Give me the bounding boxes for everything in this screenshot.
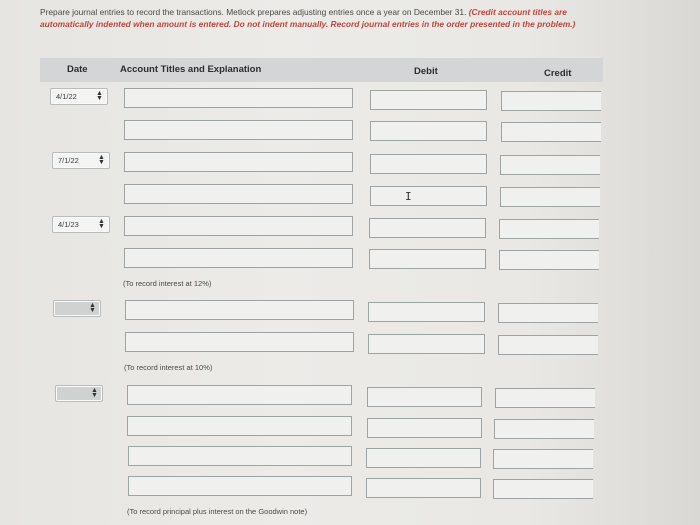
debit-field-3-1[interactable]: [369, 218, 486, 238]
instructions: [40, 7, 610, 30]
account-field-5-1[interactable]: [127, 385, 352, 405]
debit-field-2-1[interactable]: [370, 154, 487, 174]
credit-field-5-2[interactable]: [494, 419, 594, 439]
credit-field-1-2[interactable]: [501, 122, 601, 142]
updown-arrows-icon: ▲ ▼: [89, 302, 96, 314]
credit-field-2-2[interactable]: [500, 187, 600, 207]
credit-field-5-3[interactable]: [493, 449, 593, 469]
header-credit: Credit: [544, 68, 572, 79]
header-account-titles: Account Titles and Explanation: [120, 64, 262, 75]
date-select-value: 7/1/22: [58, 156, 79, 165]
account-field-2-2[interactable]: [124, 184, 353, 204]
instructions-text: Prepare journal entries to record the transactions. Metlock prepares adjusting entries once a year on December 31.: [40, 7, 469, 17]
credit-field-2-1[interactable]: [500, 155, 600, 175]
debit-field-2-2[interactable]: [370, 186, 487, 206]
text-cursor-icon: I: [405, 190, 412, 203]
date-select-3[interactable]: [52, 216, 110, 233]
account-field-5-3[interactable]: [128, 446, 352, 466]
credit-field-4-1[interactable]: [498, 303, 598, 323]
debit-field-5-3[interactable]: [366, 448, 481, 468]
updown-arrows-icon: ▲ ▼: [98, 218, 105, 230]
credit-field-1-1[interactable]: [501, 91, 601, 111]
debit-field-3-2[interactable]: [369, 249, 486, 269]
account-field-4-2[interactable]: [125, 332, 354, 352]
date-select-4[interactable]: [53, 300, 101, 317]
account-field-1-2[interactable]: [124, 120, 353, 140]
account-field-4-1[interactable]: [125, 300, 354, 320]
debit-field-5-2[interactable]: [367, 418, 482, 438]
debit-field-4-2[interactable]: [368, 334, 485, 354]
instructions-emphasis: (Credit account titles are automatically indented when amount is entered. Do not indent manually. Record journal entries in the order presented in the problem.): [40, 7, 576, 29]
account-field-5-4[interactable]: [128, 476, 352, 496]
account-field-1-1[interactable]: [124, 88, 353, 108]
credit-field-5-1[interactable]: [495, 388, 595, 408]
entry-note-2: (To record interest at 10%): [124, 363, 213, 372]
updown-arrows-icon: ▲ ▼: [98, 154, 105, 166]
date-select-2[interactable]: [52, 152, 110, 169]
date-select-value: 4/1/22: [56, 92, 77, 101]
account-field-3-1[interactable]: [124, 216, 353, 236]
credit-field-3-2[interactable]: [499, 250, 599, 270]
credit-field-3-1[interactable]: [499, 219, 599, 239]
date-select-value: 4/1/23: [58, 220, 79, 229]
entry-note-3: (To record principal plus interest on the Goodwin note): [127, 507, 308, 516]
account-field-5-2[interactable]: [127, 416, 352, 436]
date-select-5[interactable]: [55, 385, 103, 402]
updown-arrows-icon: ▲ ▼: [96, 90, 103, 102]
header-date: Date: [67, 64, 88, 75]
debit-field-1-1[interactable]: [370, 90, 487, 110]
header-debit: Debit: [414, 66, 438, 77]
credit-field-5-4[interactable]: [493, 479, 593, 499]
account-field-2-1[interactable]: [124, 152, 353, 172]
updown-arrows-icon: ▲ ▼: [91, 387, 98, 399]
credit-field-4-2[interactable]: [498, 335, 598, 355]
debit-field-5-1[interactable]: [367, 387, 482, 407]
date-select-1[interactable]: [50, 88, 108, 105]
account-field-3-2[interactable]: [124, 248, 353, 268]
debit-field-5-4[interactable]: [366, 478, 481, 498]
debit-field-1-2[interactable]: [370, 121, 487, 141]
entry-note-1: (To record interest at 12%): [123, 279, 212, 288]
debit-field-4-1[interactable]: [368, 302, 485, 322]
